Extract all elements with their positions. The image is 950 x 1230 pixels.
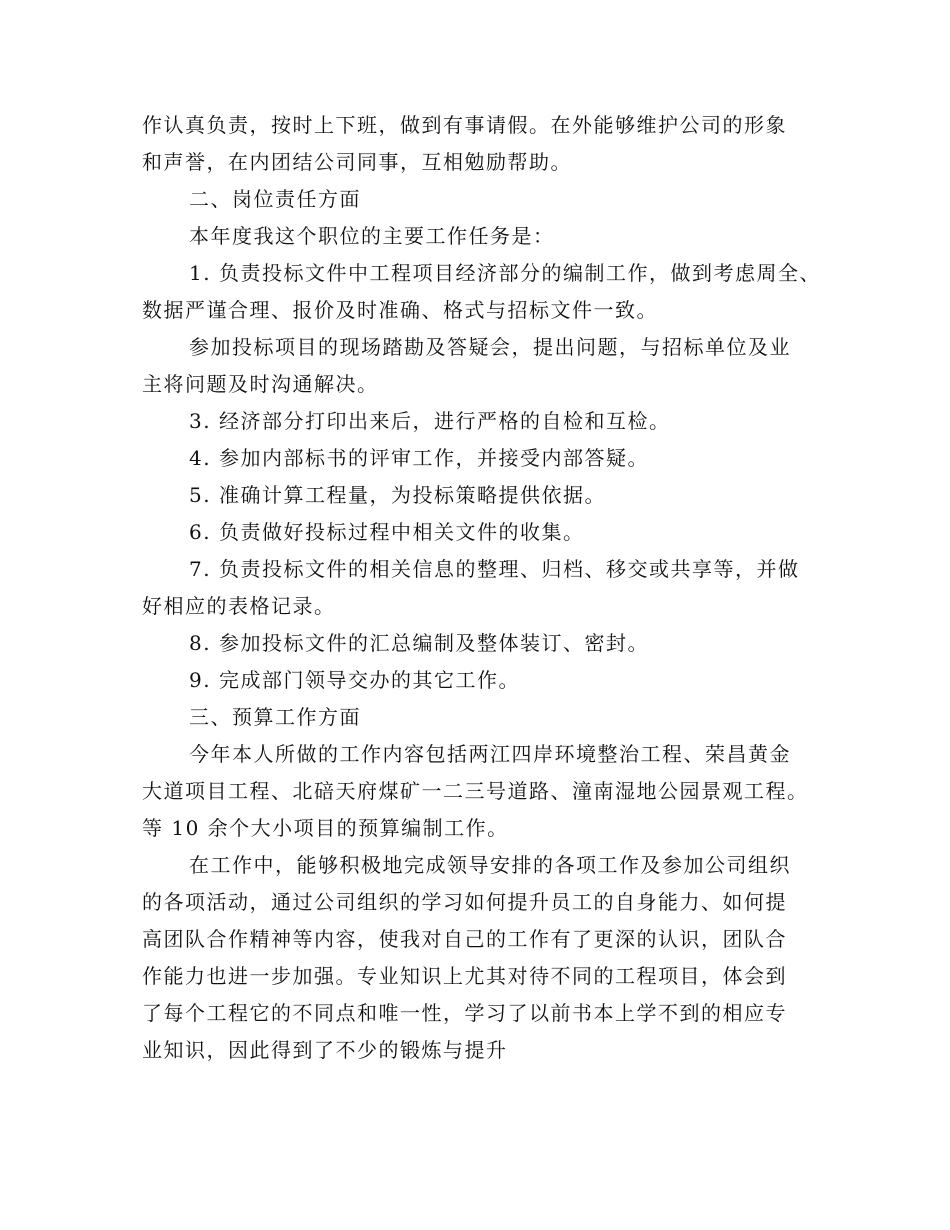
list-item: 8. 参加投标文件的汇总编制及整体装订、密封。 (189, 631, 649, 655)
text-line: 的各项活动，通过公司组织的学习如何提升员工的自身能力、如何提 (142, 890, 787, 914)
text-line: 作能力也进一步加强。专业知识上尤其对待不同的工程项目，体会到 (142, 964, 787, 988)
section-heading: 三、预算工作方面 (189, 705, 361, 729)
text-line: 等 10 余个大小项目的预算编制工作。 (142, 816, 509, 840)
text-line: 在工作中，能够积极地完成领导安排的各项工作及参加公司组织 (189, 853, 791, 877)
text-line: 了每个工程它的不同点和唯一性，学习了以前书本上学不到的相应专 (142, 1001, 787, 1025)
text-line: 主将问题及时沟通解决。 (142, 372, 379, 396)
text-line: 和声誉，在内团结公司同事，互相勉励帮助。 (142, 150, 572, 174)
text-line: 业知识，因此得到了不少的锻炼与提升 (142, 1038, 508, 1062)
list-item: 3. 经济部分打印出来后，进行严格的自检和互检。 (189, 409, 671, 433)
text-line: 好相应的表格记录。 (142, 594, 336, 618)
list-item: 9. 完成部门领导交办的其它工作。 (189, 668, 520, 692)
list-item: 参加投标项目的现场踏勘及答疑会，提出问题，与招标单位及业 (189, 335, 791, 359)
list-item: 5. 准确计算工程量，为投标策略提供依据。 (189, 483, 606, 507)
text-line: 大道项目工程、北碚天府煤矿一二三号道路、潼南湿地公园景观工程。 (142, 779, 809, 803)
list-item: 6. 负责做好投标过程中相关文件的收集。 (189, 520, 585, 544)
text-line: 作认真负责，按时上下班，做到有事请假。在外能够维护公司的形象 (142, 113, 787, 137)
text-line: 本年度我这个职位的主要工作任务是： (189, 224, 555, 248)
text-line: 今年本人所做的工作内容包括两江四岸环境整治工程、荣昌黄金 (189, 742, 791, 766)
section-heading: 二、岗位责任方面 (189, 187, 361, 211)
text-line: 数据严谨合理、报价及时准确、格式与招标文件一致。 (142, 298, 658, 322)
list-item: 4. 参加内部标书的评审工作，并接受内部答疑。 (189, 446, 649, 470)
list-item: 7. 负责投标文件的相关信息的整理、归档、移交或共享等，并做 (189, 557, 800, 581)
text-line: 高团队合作精神等内容，使我对自己的工作有了更深的认识，团队合 (142, 927, 787, 951)
list-item: 1. 负责投标文件中工程项目经济部分的编制工作，做到考虑周全、 (189, 261, 821, 285)
document-body (142, 107, 821, 1069)
